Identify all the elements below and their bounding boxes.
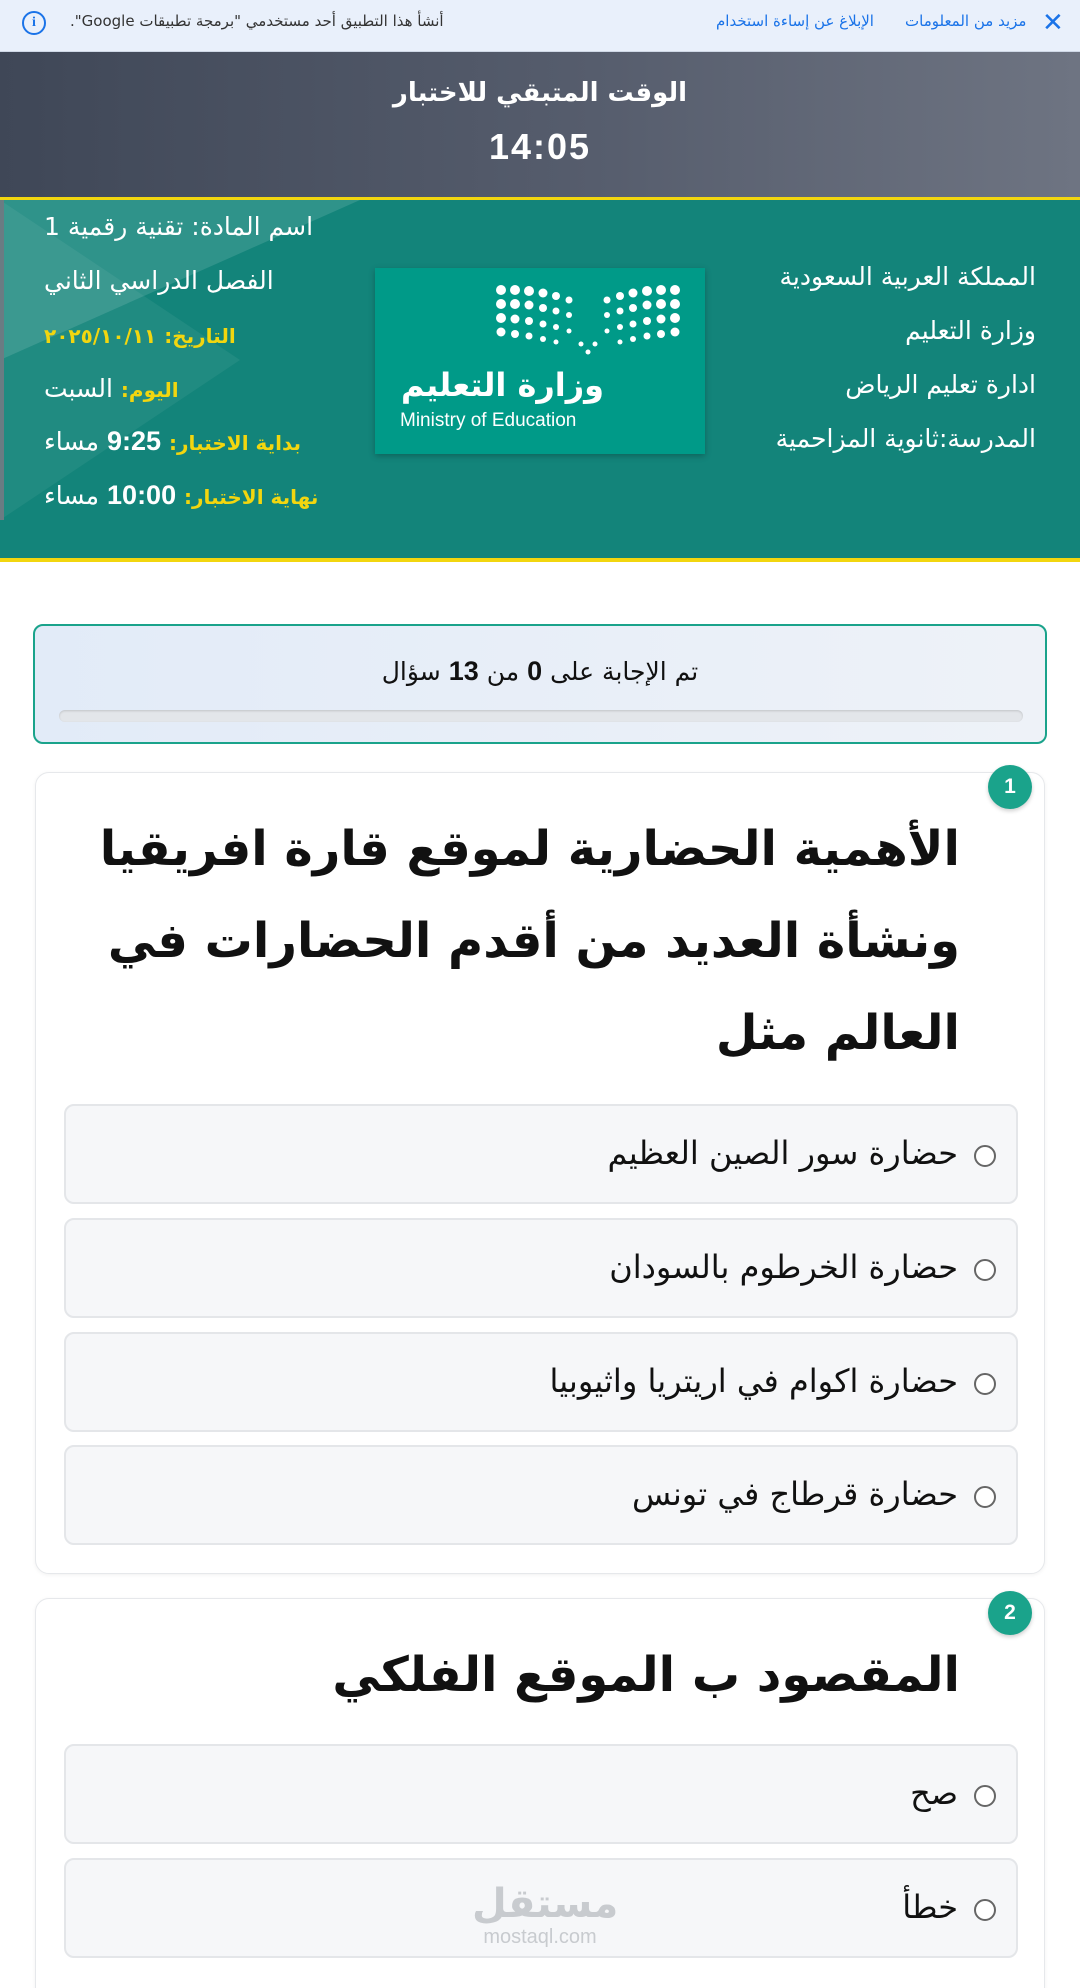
timer-value: 14:05 <box>488 126 592 167</box>
question-text: المقصود ب الموقع الفلكي <box>332 1647 960 1703</box>
answer-option[interactable] <box>64 1332 1018 1432</box>
close-icon[interactable]: ✕ <box>1042 8 1064 38</box>
date-value: ٢٠٢٥/١٠/١١ <box>44 324 157 348</box>
progress-card <box>33 624 1047 744</box>
exam-date <box>44 320 236 349</box>
progress-suffix: سؤال <box>381 657 441 686</box>
question-text: الأهمية الحضارية لموقع قارة افريقيا ونشأة العديد من أقدم الحضارات في العالم مثل <box>99 821 960 1061</box>
question-number-badge: 1 <box>988 765 1032 809</box>
radio-icon[interactable] <box>974 1145 996 1167</box>
progress-total: 13 <box>448 656 479 686</box>
watermark-latin: mostaql.com <box>483 1926 597 1948</box>
option-label: حضارة اكوام في اريتريا واثيوبيا <box>549 1362 958 1400</box>
logo-english-text: Ministry of Education <box>400 410 577 431</box>
exam-info-header <box>0 200 1080 562</box>
radio-icon[interactable] <box>974 1899 996 1921</box>
ministry-name: وزارة التعليم <box>905 316 1036 345</box>
exam-end <box>44 480 318 511</box>
decorative-bar <box>0 200 4 520</box>
school-name: المدرسة:ثانوية المزاحمية <box>775 424 1036 453</box>
start-time: 9:25 <box>107 426 162 456</box>
logo-arabic-text: وزارة التعليم <box>401 366 605 404</box>
country-name: المملكة العربية السعودية <box>779 262 1036 291</box>
option-label: خطأ <box>902 1888 958 1926</box>
day-value: السبت <box>44 374 113 403</box>
answer-option[interactable] <box>64 1218 1018 1318</box>
mostaql-watermark <box>472 1881 619 1948</box>
subject-name: اسم المادة: تقنية رقمية 1 <box>44 212 314 241</box>
start-suffix: مساء <box>44 427 100 456</box>
radio-icon[interactable] <box>974 1785 996 1807</box>
exam-start <box>44 426 301 457</box>
exam-day <box>44 374 179 403</box>
start-label: بداية الاختبار: <box>169 431 302 455</box>
day-label: اليوم: <box>120 378 179 402</box>
progress-bar <box>59 710 1023 722</box>
moe-logo <box>375 268 705 454</box>
date-label: التاريخ: <box>164 324 236 348</box>
progress-prefix: تم الإجابة على <box>550 657 699 686</box>
option-label: حضارة الخرطوم بالسودان <box>609 1248 958 1286</box>
banner-message: أنشأ هذا التطبيق أحد مستخدمي "برمجة تطبيقات Google". <box>70 12 444 30</box>
option-label: صح <box>910 1774 958 1812</box>
moe-dots-icon <box>493 282 683 358</box>
timer-header <box>0 52 1080 200</box>
radio-icon[interactable] <box>974 1486 996 1508</box>
end-suffix: مساء <box>44 481 100 510</box>
option-label: حضارة قرطاج في تونس <box>632 1475 958 1513</box>
question-card <box>35 772 1045 1574</box>
answer-option[interactable] <box>64 1104 1018 1204</box>
report-abuse-link[interactable]: الإبلاغ عن إساءة استخدام <box>716 12 874 30</box>
administration-name: ادارة تعليم الرياض <box>845 370 1036 399</box>
option-label: حضارة سور الصين العظيم <box>607 1134 958 1172</box>
decorative-triangle <box>0 200 240 520</box>
more-info-link[interactable]: مزيد من المعلومات <box>905 12 1027 30</box>
end-label: نهاية الاختبار: <box>184 485 319 509</box>
radio-icon[interactable] <box>974 1259 996 1281</box>
answer-option[interactable] <box>64 1744 1018 1844</box>
answer-option[interactable] <box>64 1445 1018 1545</box>
progress-text <box>35 656 1045 687</box>
progress-middle: من <box>486 657 520 686</box>
radio-icon[interactable] <box>974 1373 996 1395</box>
timer-label: الوقت المتبقي للاختبار <box>392 78 688 108</box>
semester-name: الفصل الدراسي الثاني <box>44 266 274 295</box>
apps-script-banner <box>0 0 1080 52</box>
info-icon[interactable]: i <box>22 11 46 35</box>
watermark-arabic: مستقل <box>472 1881 619 1927</box>
progress-answered: 0 <box>527 656 543 686</box>
question-number-badge: 2 <box>988 1591 1032 1635</box>
end-time: 10:00 <box>107 480 177 510</box>
